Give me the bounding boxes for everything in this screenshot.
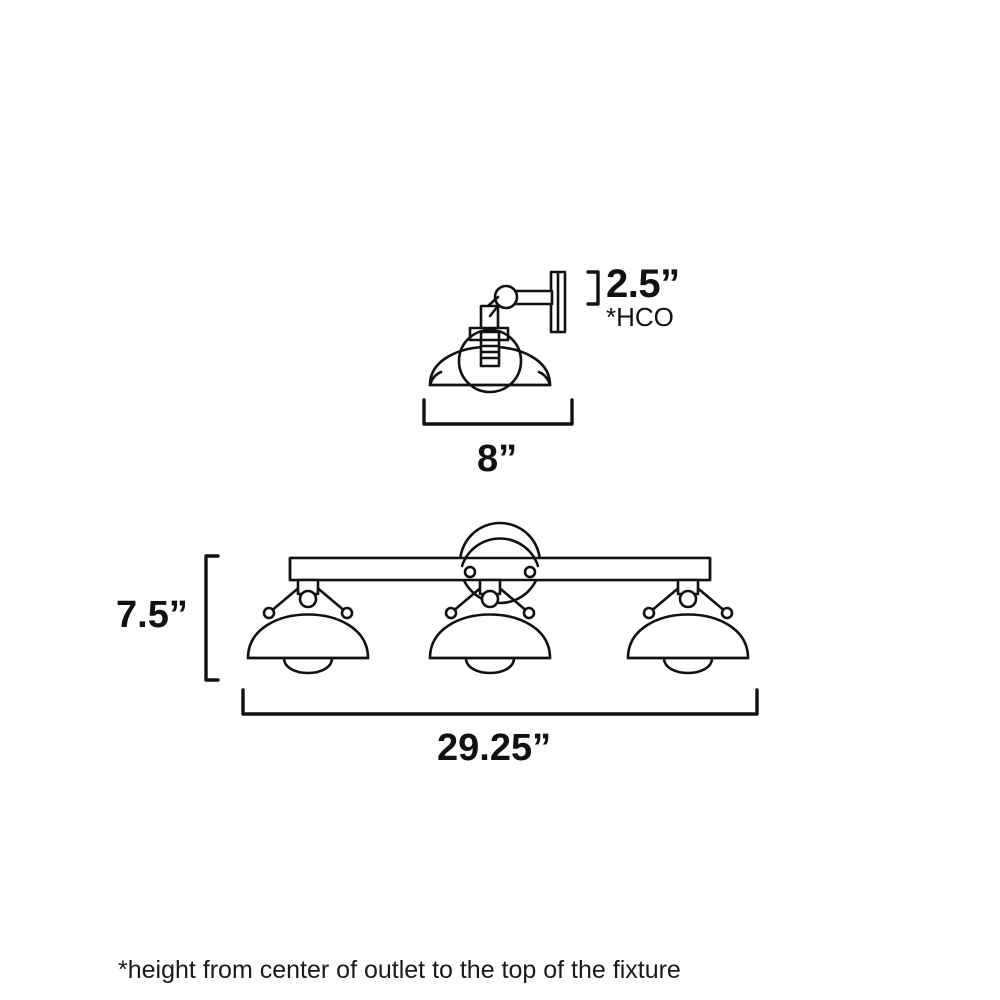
shade-center xyxy=(430,580,550,673)
shade-width-dimension-label: 8” xyxy=(477,438,518,480)
depth-dimension-label: 2.5” xyxy=(606,262,680,306)
shade-left xyxy=(248,580,368,673)
depth-dimension-note: *HCO xyxy=(606,302,674,332)
shade-width-dimension-bracket xyxy=(424,400,572,424)
front-view-group xyxy=(248,523,748,673)
footnote-text: *height from center of outlet to the top of the fixture xyxy=(118,956,681,984)
depth-dimension-bracket xyxy=(588,272,598,304)
fixture-height-dimension-label: 7.5” xyxy=(116,594,188,636)
height-dimension-bracket xyxy=(206,556,218,680)
side-view-group xyxy=(430,272,565,392)
shade-right xyxy=(628,580,748,673)
fixture-width-dimension-label: 29.25” xyxy=(437,727,552,769)
overall-width-dimension-bracket xyxy=(243,690,757,714)
